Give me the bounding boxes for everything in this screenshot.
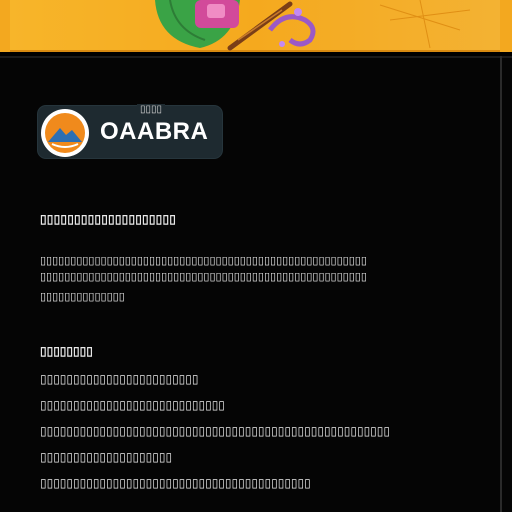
- paragraph-line: ▯▯▯▯▯▯▯▯▯▯▯▯▯▯▯▯▯▯▯▯▯▯▯▯▯▯▯▯▯▯▯▯▯▯▯▯▯▯▯▯▯▯▯▯▯▯▯▯▯▯▯▯▯▯: [40, 255, 367, 267]
- paragraph-line: ▯▯▯▯▯▯▯▯▯▯▯▯▯▯: [40, 291, 125, 303]
- list-item: ▯▯▯▯▯▯▯▯▯▯▯▯▯▯▯▯▯▯▯▯▯▯▯▯: [40, 372, 199, 386]
- flower-center: [207, 4, 225, 18]
- mountain-sun-icon: [40, 108, 90, 158]
- section-title: ▯▯▯▯▯▯▯▯: [40, 344, 93, 358]
- list-item: ▯▯▯▯▯▯▯▯▯▯▯▯▯▯▯▯▯▯▯▯▯▯▯▯▯▯▯▯▯▯▯▯▯▯▯▯▯▯▯▯▯▯▯▯▯▯▯▯▯▯▯▯▯: [40, 424, 390, 438]
- logo-topmark: ▯▯▯▯: [137, 104, 165, 116]
- sketch-lines: [380, 0, 470, 48]
- purple-swirl: [270, 17, 313, 44]
- banner-illustration: [0, 0, 512, 52]
- list-item: ▯▯▯▯▯▯▯▯▯▯▯▯▯▯▯▯▯▯▯▯: [40, 450, 173, 464]
- logo-wordmark: OAABRA: [100, 118, 209, 145]
- banner-artwork: [0, 0, 512, 52]
- content-heading: ▯▯▯▯▯▯▯▯▯▯▯▯▯▯▯▯▯▯▯▯: [40, 212, 177, 226]
- paragraph-line: ▯▯▯▯▯▯▯▯▯▯▯▯▯▯▯▯▯▯▯▯▯▯▯▯▯▯▯▯▯▯▯▯▯▯▯▯▯▯▯▯▯▯▯▯▯▯▯▯▯▯▯▯▯▯: [40, 271, 367, 283]
- purple-dot: [294, 8, 302, 16]
- purple-dot: [279, 41, 285, 47]
- list-item: ▯▯▯▯▯▯▯▯▯▯▯▯▯▯▯▯▯▯▯▯▯▯▯▯▯▯▯▯: [40, 398, 225, 412]
- list-item: ▯▯▯▯▯▯▯▯▯▯▯▯▯▯▯▯▯▯▯▯▯▯▯▯▯▯▯▯▯▯▯▯▯▯▯▯▯▯▯▯▯: [40, 476, 311, 490]
